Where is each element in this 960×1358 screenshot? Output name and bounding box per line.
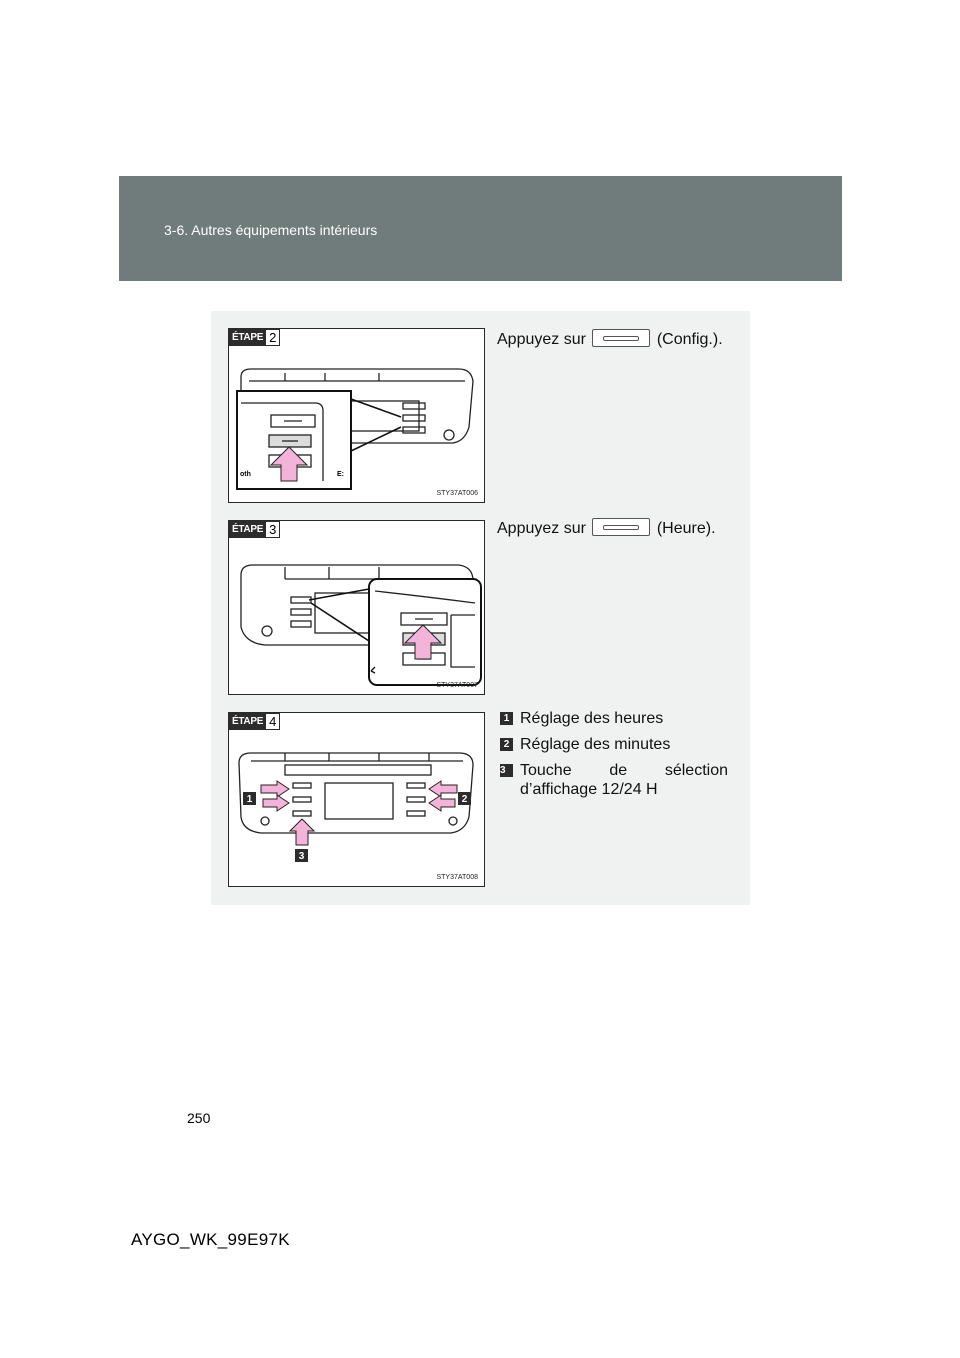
step-badge <box>229 521 280 538</box>
legend-number-badge: 2 <box>500 738 513 751</box>
step-4-legend <box>500 709 728 806</box>
step-badge-number: 2 <box>266 329 280 346</box>
legend-number-badge: 1 <box>500 712 513 725</box>
figure-code: STY37AT007 <box>436 682 478 689</box>
section-title: 3-6. Autres équipements intérieurs <box>164 222 378 238</box>
svg-text:oth: oth <box>240 471 251 478</box>
step-badge-word: ÉTAPE <box>229 329 266 346</box>
legend-item <box>500 761 728 799</box>
step-3-figure <box>228 520 485 695</box>
radio-illustration-hour <box>229 521 485 695</box>
legend-label: Réglage des minutes <box>520 736 671 753</box>
svg-text:E:: E: <box>337 471 344 478</box>
svg-text:2: 2 <box>461 794 468 805</box>
page-number: 250 <box>187 1110 211 1126</box>
svg-text:1: 1 <box>246 794 253 805</box>
document-code: AYGO_WK_99E97K <box>131 1230 290 1249</box>
legend-number-badge: 3 <box>500 764 513 777</box>
step-badge-number: 3 <box>266 521 280 538</box>
step-badge <box>229 329 280 346</box>
step-badge-word: ÉTAPE <box>229 713 266 730</box>
radio-illustration-config <box>229 329 485 503</box>
legend-label-line1: Touche de sélection <box>520 762 728 779</box>
figure-code: STY37AT006 <box>436 490 478 497</box>
step-2-figure <box>228 328 485 503</box>
legend-item <box>500 735 728 754</box>
step-3-instruction: Appuyez sur (Heure). <box>497 520 716 537</box>
radio-illustration-controls <box>229 713 485 887</box>
header-band <box>119 176 842 281</box>
legend-label-line2: d’affichage 12/24 H <box>520 781 658 798</box>
svg-text:3: 3 <box>298 851 305 862</box>
config-button-icon <box>592 329 650 347</box>
legend-label: Réglage des heures <box>520 710 664 727</box>
step-4-figure <box>228 712 485 887</box>
step-badge <box>229 713 280 730</box>
step-badge-number: 4 <box>266 713 280 730</box>
legend-item <box>500 709 728 728</box>
figure-code: STY37AT008 <box>436 874 478 881</box>
step-2-instruction: Appuyez sur (Config.). <box>497 331 723 348</box>
hour-button-icon <box>592 518 650 536</box>
step-badge-word: ÉTAPE <box>229 521 266 538</box>
